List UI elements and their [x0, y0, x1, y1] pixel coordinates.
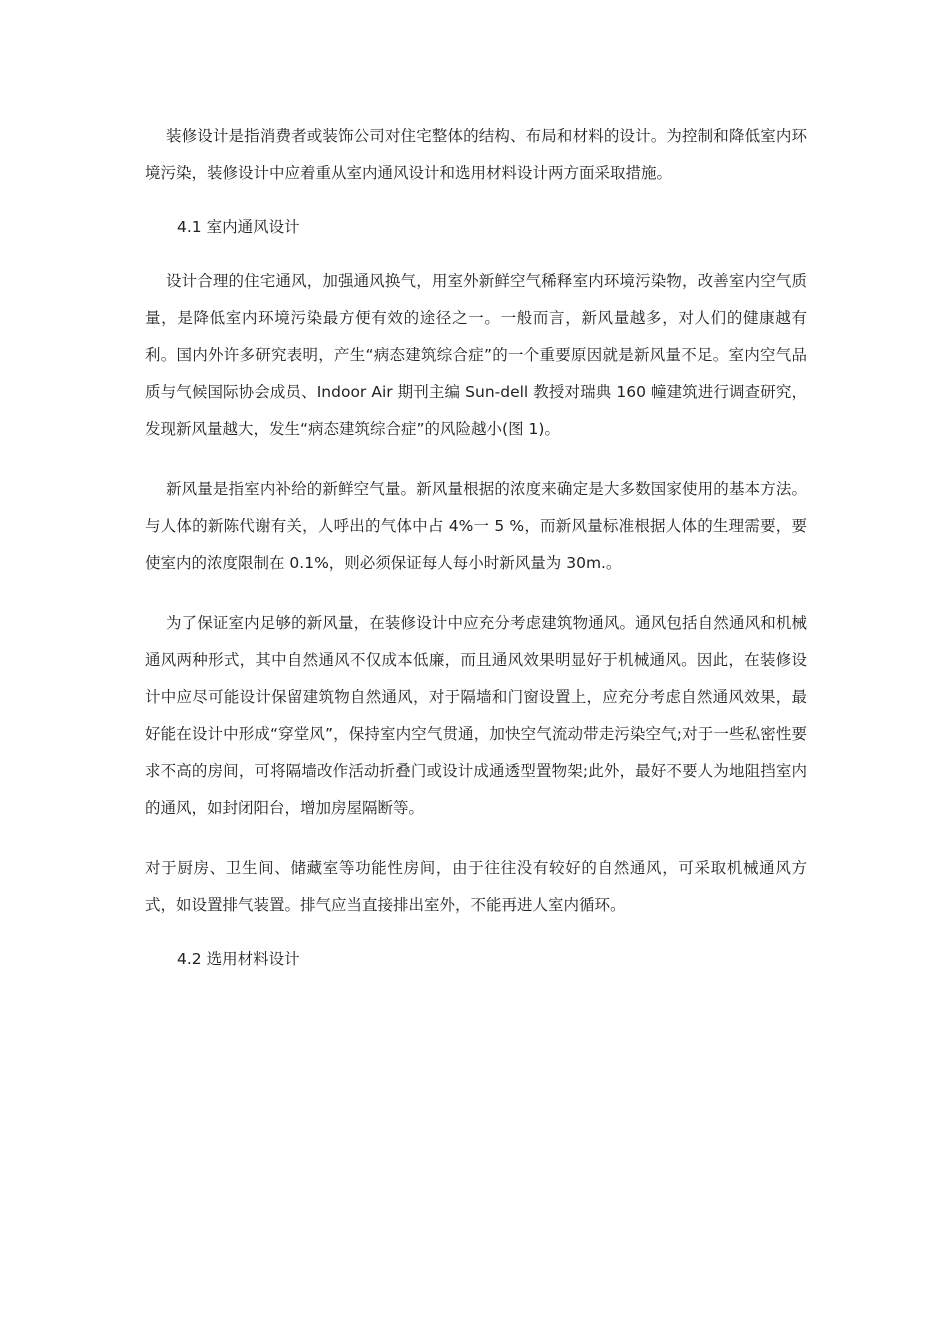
- paragraph-natural-ventilation: 为了保证室内足够的新风量，在装修设计中应充分考虑建筑物通风。通风包括自然通风和机械通风两种形式，其中自然通风不仅成本低廉，而且通风效果明显好于机械通风。因此，在装修设计中应尽可能设计保留建筑物自然通风，对于隔墙和门窗设置上，应充分考虑自然通风效果，最好能在设计中形成“穿堂风”，保持室内空气贯通，加快空气流动带走污染空气;对于一些私密性要求不高的房间，可将隔墙改作活动折叠门或设计成通透型置物架;此外，最好不要人为地阻挡室内的通风，如封闭阳台，增加房屋隔断等。: [145, 614, 807, 817]
- paragraph-fresh-air: 新风量是指室内补给的新鲜空气量。新风量根据的浓度来确定是大多数国家使用的基本方法。与人体的新陈代谢有关，人呼出的气体中占 4%一 5 %，而新风量标准根据人体的生理需要，要使室内的浓度限制在 0.1%，则必须保证每人每小时新风量为 30m.。: [145, 480, 807, 572]
- spacer: [145, 246, 807, 263]
- paragraph-ventilation: 设计合理的住宅通风，加强通风换气，用室外新鲜空气稀释室内环境污染物，改善室内空气质量，是降低室内环境污染最方便有效的途径之一。一般而言，新风量越多，对人们的健康越有利。国内外许多研究表明，产生“病态建筑综合症”的一个重要原因就是新风量不足。室内空气品质与气候国际协会成员、Indoor Air 期刊主编 Sun-dell 教授对瑞典 160 幢建筑进行调查研究，发现新风量越大，发生“病态建筑综合症”的风险越小(图 1)。: [145, 272, 807, 438]
- paragraph-intro: 装修设计是指消费者或装饰公司对住宅整体的结构、布局和材料的设计。为控制和降低室内环境污染，装修设计中应着重从室内通风设计和选用材料设计两方面采取措施。: [145, 127, 807, 182]
- section-heading-4-1: 4.1 室内通风设计: [177, 218, 300, 236]
- spacer: [145, 192, 807, 209]
- spacer: [145, 924, 807, 941]
- paragraph-mechanical-ventilation: 对于厨房、卫生间、储藏室等功能性房间，由于往往没有较好的自然通风，可采取机械通风方式，如设置排气装置。排气应当直接排出室外，不能再进人室内循环。: [145, 859, 807, 914]
- spacer: [145, 582, 807, 605]
- document-body: [145, 118, 807, 978]
- spacer: [145, 827, 807, 850]
- section-heading-4-2: 4.2 选用材料设计: [177, 950, 300, 968]
- spacer: [145, 448, 807, 471]
